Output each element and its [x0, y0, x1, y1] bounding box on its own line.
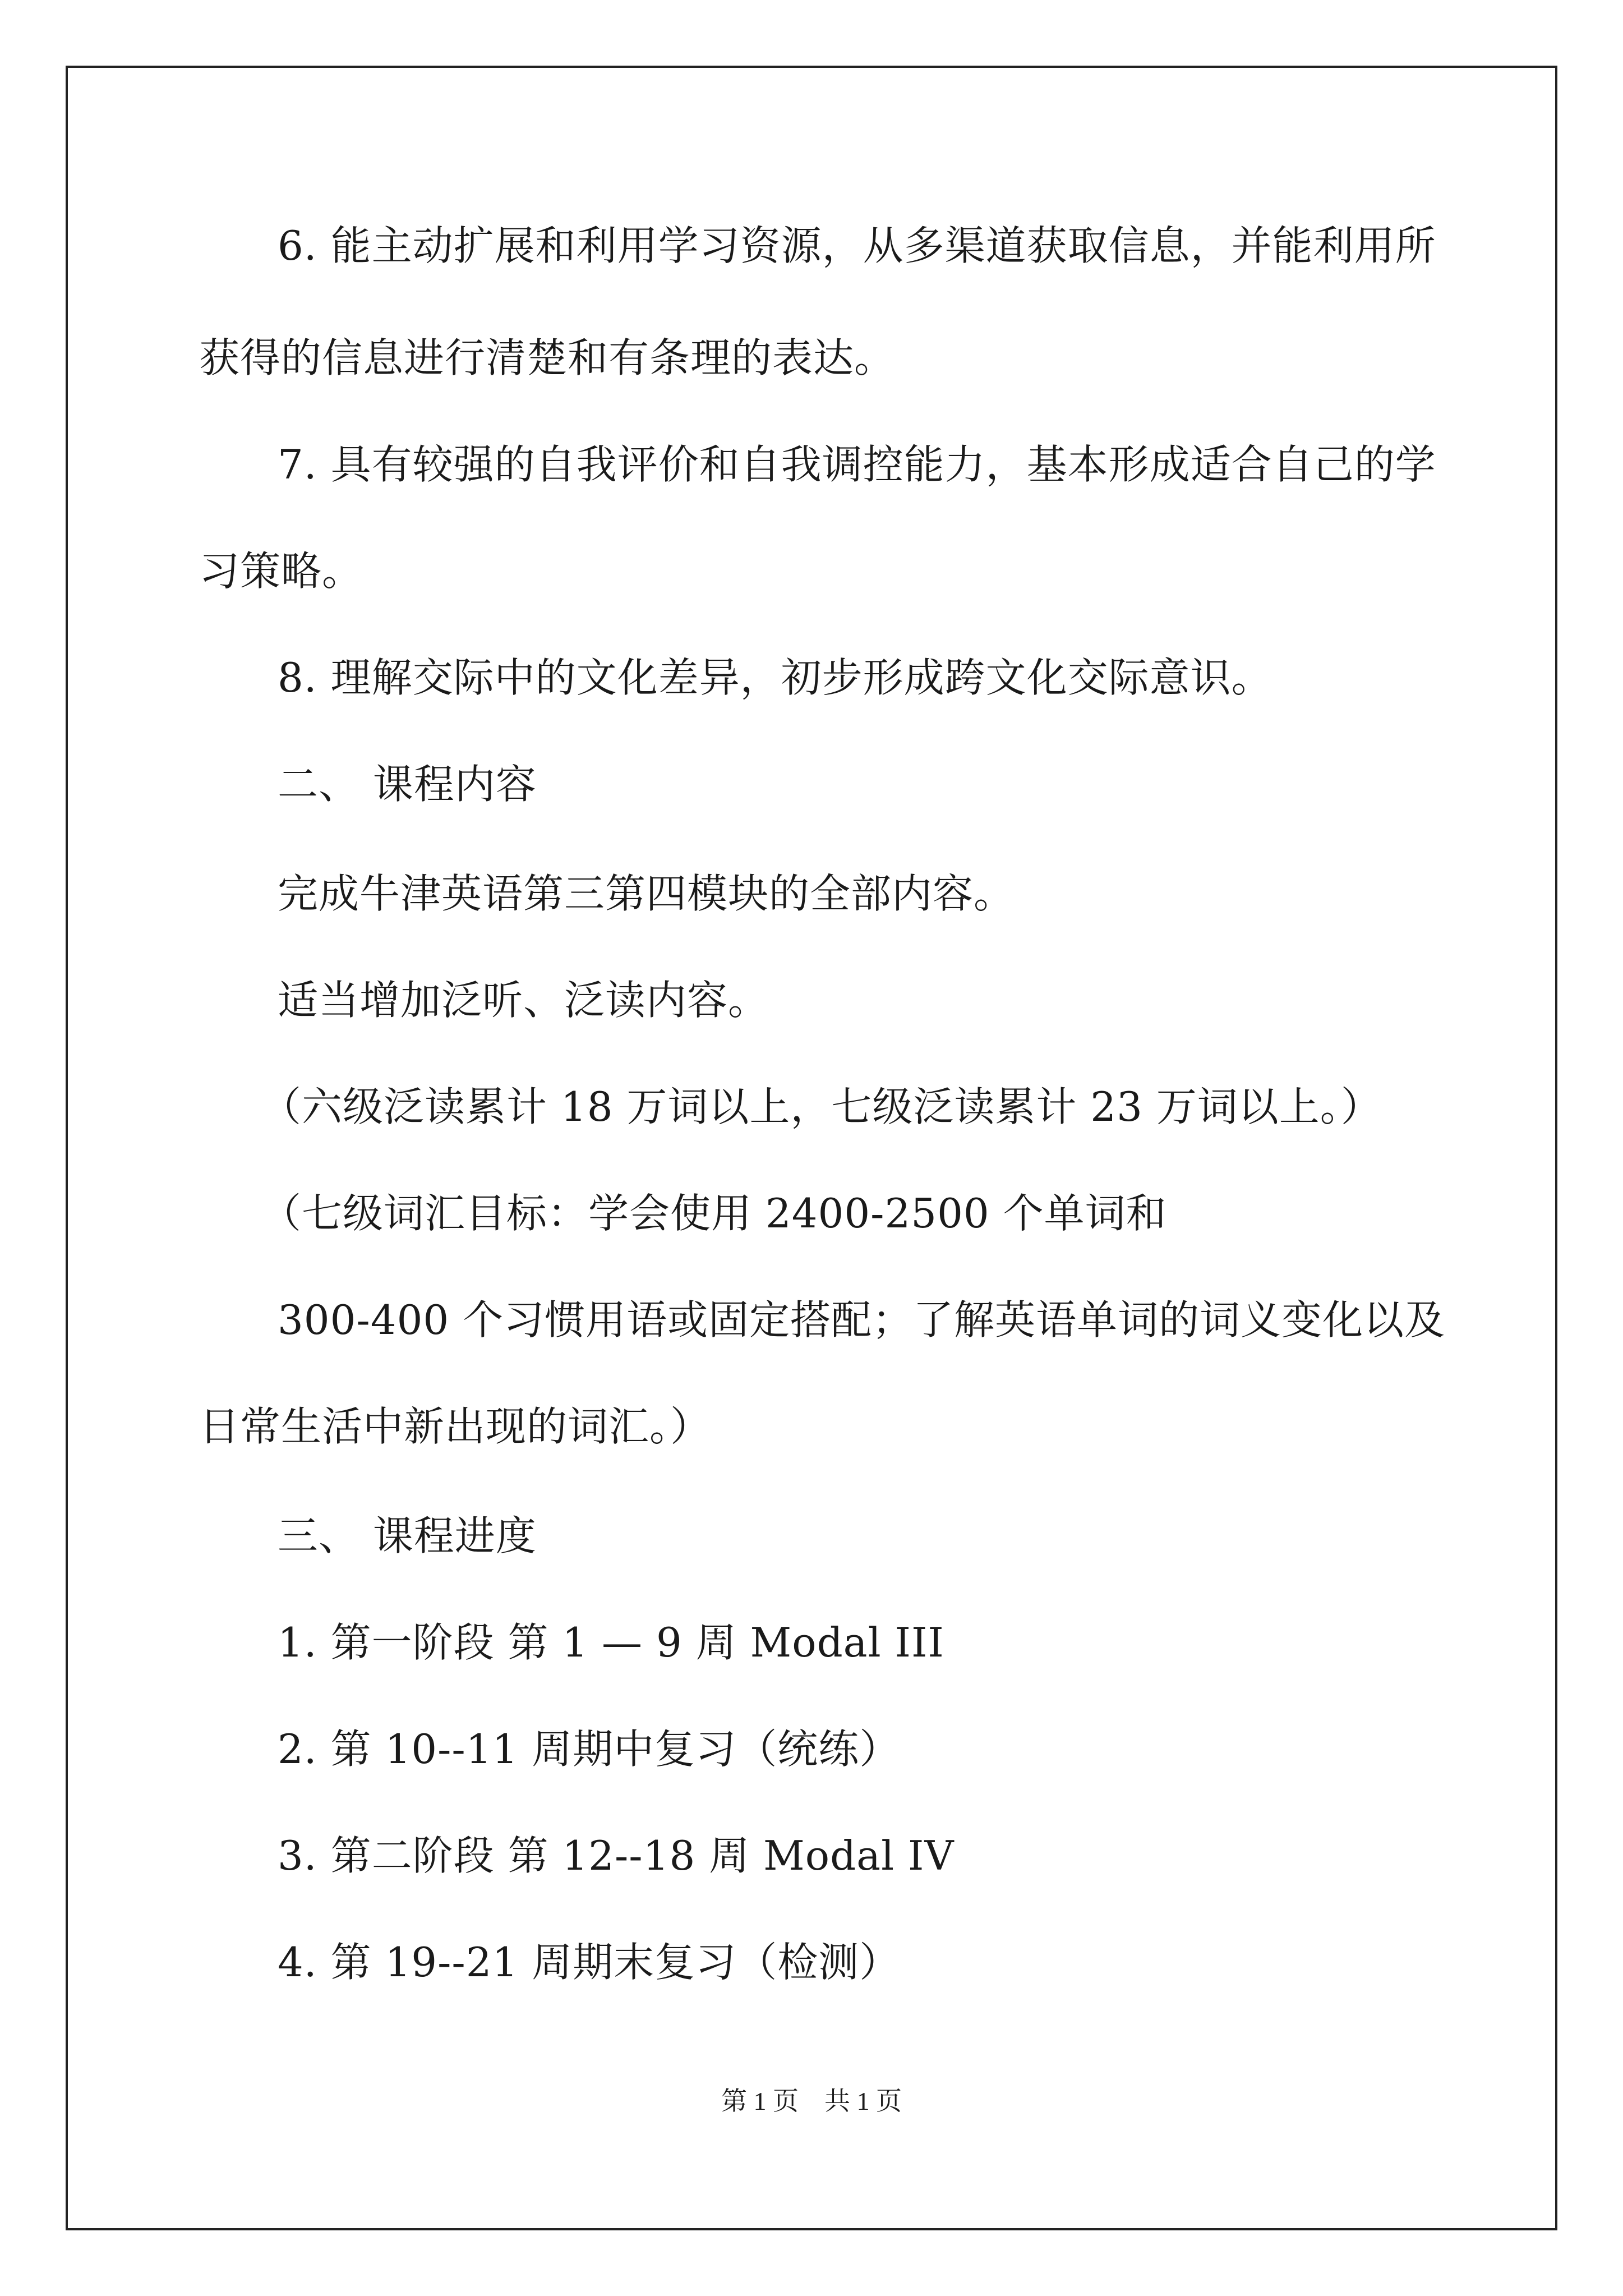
- text-line-vocab-target: （七级词汇目标：学会使用 2400-2500 个单词和: [261, 1190, 1167, 1237]
- schedule-item-1: 1. 第一阶段 第 1 — 9 周 Modal III: [278, 1619, 944, 1666]
- schedule-item-3: 3. 第二阶段 第 12--18 周 Modal IV: [278, 1832, 955, 1879]
- text-line-objective-7-cont: 习策略。: [199, 547, 363, 595]
- text-line-objective-6: 6. 能主动扩展和利用学习资源，从多渠道获取信息，并能利用所: [278, 222, 1436, 269]
- text-line-vocab-target-end: 日常生活中新出现的词汇。）: [199, 1403, 712, 1450]
- text-line-content-2: 适当增加泛听、泛读内容。: [278, 977, 769, 1024]
- text-line-objective-7: 7. 具有较强的自我评价和自我调控能力，基本形成适合自己的学: [278, 441, 1436, 488]
- text-line-reading-target: （六级泛读累计 18 万词以上，七级泛读累计 23 万词以上。）: [261, 1083, 1382, 1130]
- text-line-vocab-target-cont: 300-400 个习惯用语或固定搭配；了解英语单词的词义变化以及: [278, 1296, 1446, 1343]
- text-line-content-1: 完成牛津英语第三第四模块的全部内容。: [278, 870, 1015, 917]
- schedule-item-4: 4. 第 19--21 周期末复习（检测）: [278, 1939, 901, 1986]
- page-footer: 第 1 页 共 1 页: [721, 2087, 902, 2115]
- section-heading-schedule: 三、 课程进度: [278, 1512, 537, 1559]
- section-heading-content: 二、 课程内容: [278, 761, 537, 808]
- page-border: [66, 66, 1557, 2230]
- text-line-objective-6-cont: 获得的信息进行清楚和有条理的表达。: [199, 334, 896, 381]
- text-line-objective-8: 8. 理解交际中的文化差异，初步形成跨文化交际意识。: [278, 654, 1272, 701]
- schedule-item-2: 2. 第 10--11 周期中复习（统练）: [278, 1726, 901, 1773]
